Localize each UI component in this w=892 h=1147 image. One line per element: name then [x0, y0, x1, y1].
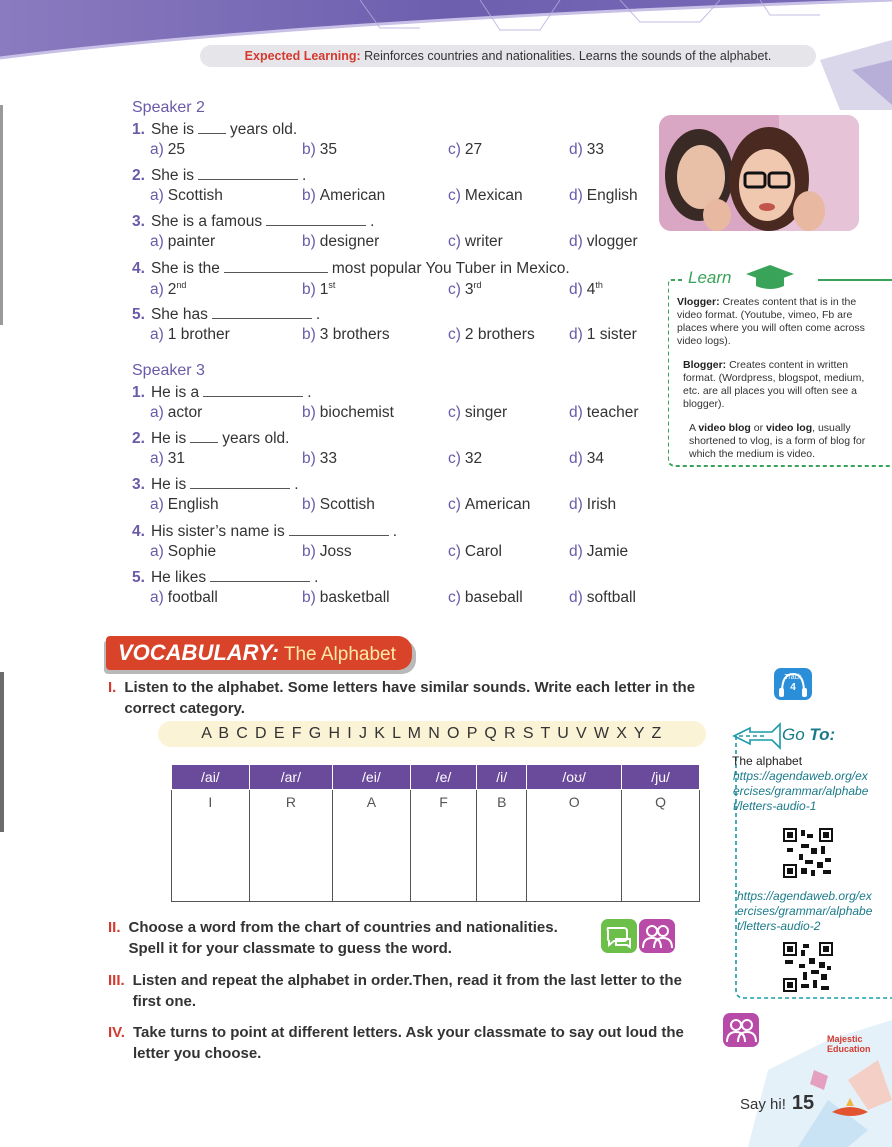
option-text: 34	[586, 450, 605, 468]
question-number: 1.	[132, 384, 145, 401]
page-number: 15	[791, 1092, 815, 1114]
sounds-table	[171, 764, 700, 902]
option-letter: d)	[569, 325, 583, 343]
answer-option[interactable]	[569, 404, 639, 422]
option-letter: d)	[569, 187, 583, 205]
vb-term1: video blog	[698, 422, 751, 434]
option-letter: c)	[448, 588, 461, 606]
sound-cell[interactable]: R	[249, 790, 332, 902]
sound-header: /ar/	[249, 765, 332, 790]
option-text: baseball	[464, 588, 523, 606]
instruction-num: II.	[108, 919, 121, 936]
answer-option[interactable]	[569, 589, 636, 607]
option-text: basketball	[319, 588, 390, 606]
option-letter: a)	[150, 450, 164, 468]
option-text: actor	[167, 404, 203, 421]
option-letter: b)	[302, 233, 316, 251]
question-post: .	[314, 568, 319, 586]
answer-option[interactable]	[448, 280, 482, 299]
sound-header: /ju/	[622, 765, 700, 790]
instruction-num: IV.	[108, 1024, 125, 1041]
option-letter: b)	[302, 280, 316, 298]
answer-option[interactable]	[302, 589, 390, 607]
page-edge	[0, 105, 3, 325]
option-letter: d)	[569, 450, 583, 468]
blogger-term: Blogger:	[683, 359, 727, 371]
vb-or: or	[750, 422, 767, 434]
blogger-def: Creates content in written format. (Wordpress, blogspot, medium, etc. are all places you will often see a blogger).	[683, 359, 865, 410]
expected-learning	[200, 45, 816, 67]
sound-header: /oʊ/	[527, 765, 622, 790]
answer-blank[interactable]	[198, 166, 298, 180]
page-edge	[0, 672, 4, 832]
publisher-logo	[827, 1034, 871, 1054]
option-letter: b)	[302, 404, 316, 421]
sound-cell[interactable]: B	[477, 790, 527, 902]
option-text: American	[464, 496, 531, 514]
option-text: 2nd	[167, 279, 187, 298]
vlogger-term: Vlogger:	[677, 296, 720, 308]
option-letter: c)	[448, 542, 461, 560]
sound-cell[interactable]: O	[527, 790, 622, 902]
option-letter: d)	[569, 542, 583, 560]
option-letter: a)	[150, 404, 164, 421]
logo-line2: Education	[827, 1044, 871, 1054]
answer-option[interactable]	[448, 450, 482, 468]
question-stem	[132, 383, 312, 402]
question-pre: She is a famous	[150, 213, 263, 231]
vlogger-def: Creates content that is in the video format. (Youtube, vimeo, Fb are places where you will often come across video logs).	[677, 296, 865, 347]
track-label	[779, 674, 807, 693]
option-text: 33	[586, 141, 605, 158]
track-word: Track	[784, 674, 802, 681]
instruction-1	[108, 677, 748, 719]
question-pre: She is the	[150, 259, 220, 277]
option-text: 3 brothers	[319, 325, 390, 343]
question-stem	[132, 259, 570, 278]
question-post: years old.	[222, 430, 290, 448]
option-letter: c)	[448, 187, 461, 205]
answer-option[interactable]	[150, 589, 218, 607]
sound-header: /ei/	[333, 765, 411, 790]
goto-title	[782, 725, 835, 745]
option-text: softball	[586, 588, 636, 606]
track-number: 4	[790, 682, 796, 693]
option-text: writer	[464, 233, 503, 251]
option-text: Joss	[319, 542, 352, 560]
vocab-heading	[118, 638, 396, 670]
option-letter: a)	[150, 141, 164, 158]
qr-code-1[interactable]	[783, 828, 833, 878]
answer-blank[interactable]	[198, 120, 226, 134]
footer-text: Say hi!	[740, 1096, 786, 1113]
option-text: English	[167, 496, 219, 514]
instruction-text: Listen to the alphabet. Some letters have similar sounds. Write each letter in the correct category.	[124, 679, 696, 717]
question-number: 4.	[132, 259, 145, 277]
answer-option[interactable]	[302, 141, 337, 159]
alphabet-strip: A B C D E F G H I J K L M N O P Q R S T U V W X Y Z	[158, 721, 706, 747]
option-text: 27	[464, 141, 483, 158]
question-post: .	[302, 167, 307, 185]
vb-def: , usually shortened to vlog, is a form of blog for which the medium is video.	[689, 422, 866, 460]
option-letter: a)	[150, 588, 164, 606]
answer-option[interactable]	[150, 450, 185, 468]
answer-option[interactable]	[150, 141, 185, 159]
answer-option[interactable]	[150, 187, 223, 205]
question-number: 2.	[132, 167, 145, 185]
question-stem	[132, 475, 299, 494]
question-stem	[132, 429, 289, 448]
answer-blank[interactable]	[190, 475, 290, 489]
learn-videoblog	[689, 422, 884, 461]
answer-option[interactable]	[302, 404, 394, 422]
speaker-2-title: Speaker 2	[132, 99, 205, 116]
instruction-2	[108, 917, 588, 959]
option-letter: c)	[448, 325, 461, 343]
sound-header: /ai/	[172, 765, 250, 790]
answer-option[interactable]	[302, 450, 337, 468]
option-letter: c)	[448, 280, 461, 298]
answer-option[interactable]	[569, 187, 638, 205]
question-number: 4.	[132, 522, 145, 540]
question-pre: He is a	[150, 384, 200, 401]
instruction-4	[108, 1022, 718, 1064]
answer-blank[interactable]	[203, 383, 303, 397]
sound-cell[interactable]: F	[410, 790, 477, 902]
expected-learning-label: Expected Learning:	[244, 49, 361, 63]
answer-option[interactable]	[569, 280, 603, 299]
speaking-icon	[601, 919, 637, 953]
question-number: 3.	[132, 213, 145, 231]
option-text: Sophie	[167, 542, 217, 560]
option-text: Irish	[586, 496, 617, 514]
question-pre: He likes	[150, 568, 207, 586]
vocab-heading-bold: VOCABULARY:	[118, 640, 279, 665]
option-text: English	[586, 187, 638, 205]
answer-blank[interactable]	[266, 212, 366, 226]
option-letter: b)	[302, 542, 316, 560]
logo-line1: Majestic	[827, 1034, 863, 1044]
option-letter: a)	[150, 233, 164, 251]
option-letter: c)	[448, 141, 461, 158]
answer-option[interactable]	[150, 280, 186, 299]
vb-a: A	[689, 422, 699, 434]
pair-work-icon	[639, 919, 675, 953]
qr-code-2[interactable]	[783, 942, 833, 992]
answer-option[interactable]	[569, 233, 638, 251]
answer-option[interactable]	[302, 496, 375, 514]
answer-blank[interactable]	[224, 259, 328, 273]
option-text: 35	[319, 141, 338, 158]
option-letter: d)	[569, 496, 583, 514]
answer-option[interactable]	[569, 496, 616, 514]
option-text: Carol	[464, 542, 502, 560]
option-text: 32	[464, 450, 483, 468]
answer-option[interactable]	[150, 233, 215, 251]
option-letter: a)	[150, 187, 164, 205]
goto-link-1[interactable]: https://agendaweb.org/exercises/grammar/alphabet/letters-audio-1	[733, 769, 869, 813]
option-text: painter	[167, 233, 216, 251]
answer-option[interactable]	[150, 326, 230, 344]
question-number: 3.	[132, 476, 145, 494]
question-pre: She is	[150, 167, 195, 185]
answer-option[interactable]	[448, 141, 482, 159]
option-text: 25	[167, 141, 186, 158]
option-text: 31	[167, 450, 186, 468]
option-text: 33	[319, 450, 338, 468]
sound-cell[interactable]: Q	[622, 790, 700, 902]
answer-option[interactable]	[302, 233, 379, 251]
answer-option[interactable]	[448, 326, 535, 344]
sound-header: /i/	[477, 765, 527, 790]
option-text: Jamie	[586, 542, 629, 560]
option-text: 3rd	[464, 279, 482, 298]
vocab-heading-sub: The Alphabet	[278, 644, 396, 665]
sound-cell[interactable]: I	[172, 790, 250, 902]
option-letter: a)	[150, 542, 164, 560]
learn-title: Learn	[688, 268, 732, 287]
question-post: .	[315, 305, 321, 323]
question-post: most popular You Tuber in Mexico.	[331, 259, 570, 277]
answer-option[interactable]	[150, 543, 216, 561]
expected-learning-text: Reinforces countries and nationalities. Learns the sounds of the alphabet.	[360, 49, 772, 63]
sound-cell[interactable]: A	[333, 790, 411, 902]
option-letter: b)	[302, 325, 316, 343]
option-text: singer	[464, 404, 508, 421]
question-pre: His sister’s name is	[150, 522, 285, 540]
option-letter: d)	[569, 588, 583, 606]
question-stem	[132, 305, 320, 324]
option-text: 1 brother	[167, 325, 230, 343]
answer-option[interactable]	[448, 589, 523, 607]
answer-option[interactable]	[302, 280, 335, 299]
option-letter: c)	[448, 450, 461, 468]
option-text: 2 brothers	[464, 325, 535, 343]
option-text: teacher	[586, 404, 639, 421]
option-letter: a)	[150, 325, 164, 343]
answer-option[interactable]	[150, 496, 219, 514]
goto-link-2[interactable]: https://agendaweb.org/exercises/grammar/alphabet/letters-audio-2	[737, 889, 873, 933]
answer-option[interactable]	[302, 326, 390, 344]
instruction-text: Choose a word from the chart of countries and nationalities. Spell it for your classmate to guess the word.	[128, 919, 558, 957]
option-letter: c)	[448, 496, 461, 514]
answer-option[interactable]	[448, 404, 507, 422]
question-stem	[132, 568, 318, 587]
instruction-num: III.	[108, 972, 125, 989]
question-number: 5.	[132, 568, 145, 586]
option-letter: b)	[302, 450, 316, 468]
question-post: .	[307, 384, 312, 401]
option-letter: b)	[302, 496, 316, 514]
question-stem	[132, 522, 397, 541]
goto-to: To:	[809, 725, 836, 744]
option-text: 4th	[586, 279, 603, 298]
answer-option[interactable]	[569, 450, 604, 468]
answer-option[interactable]	[448, 496, 530, 514]
answer-option[interactable]	[448, 187, 523, 205]
question-post: .	[392, 522, 398, 540]
option-text: vlogger	[586, 233, 638, 251]
answer-option[interactable]	[448, 233, 503, 251]
answer-option[interactable]	[569, 543, 628, 561]
sound-header: /e/	[410, 765, 477, 790]
learn-blogger	[683, 359, 883, 411]
option-text: designer	[319, 233, 380, 251]
answer-option[interactable]	[150, 404, 202, 422]
question-number: 1.	[132, 121, 145, 138]
question-pre: He is	[150, 430, 187, 448]
question-pre: He is	[150, 476, 187, 494]
answer-option[interactable]	[569, 141, 604, 159]
question-pre: She is	[150, 121, 195, 138]
answer-option[interactable]	[569, 326, 637, 344]
option-letter: c)	[448, 404, 461, 421]
question-stem	[132, 212, 374, 231]
option-text: 1 sister	[586, 325, 637, 343]
instruction-3	[108, 970, 708, 1012]
question-post: .	[370, 213, 375, 231]
question-post: .	[294, 476, 299, 494]
answer-blank[interactable]	[210, 568, 310, 582]
answer-blank[interactable]	[212, 305, 312, 319]
vb-term2: video log	[766, 422, 813, 434]
question-stem	[132, 120, 297, 139]
option-text: 1st	[319, 279, 336, 298]
option-text: biochemist	[319, 404, 394, 421]
option-letter: b)	[302, 141, 316, 158]
answer-blank[interactable]	[190, 429, 218, 443]
learn-vlogger	[677, 296, 882, 348]
goto-label: The alphabet	[732, 754, 803, 768]
option-text: American	[319, 187, 386, 205]
instruction-text: Take turns to point at different letters. Ask your classmate to say out loud the letter you choose.	[132, 1024, 684, 1062]
option-letter: a)	[150, 280, 164, 298]
question-post: years old.	[230, 121, 298, 138]
option-text: Scottish	[319, 496, 375, 514]
option-letter: a)	[150, 496, 164, 514]
vlogger-photo	[659, 115, 859, 231]
instruction-text: Listen and repeat the alphabet in order.Then, read it from the last letter to the first one.	[132, 972, 682, 1010]
answer-option[interactable]	[302, 543, 352, 561]
answer-option[interactable]	[448, 543, 502, 561]
option-letter: d)	[569, 404, 583, 421]
option-letter: b)	[302, 187, 316, 205]
option-letter: b)	[302, 588, 316, 606]
page-footer	[740, 1092, 814, 1115]
option-letter: c)	[448, 233, 461, 251]
goto-go: Go	[782, 725, 810, 744]
corner-decoration	[728, 1010, 892, 1147]
question-number: 5.	[132, 305, 145, 323]
speaker-3-title: Speaker 3	[132, 362, 205, 379]
option-letter: d)	[569, 233, 583, 251]
option-text: football	[167, 588, 218, 606]
answer-blank[interactable]	[289, 522, 389, 536]
option-text: Scottish	[167, 187, 223, 205]
option-text: Mexican	[464, 187, 523, 205]
option-letter: d)	[569, 280, 583, 298]
answer-option[interactable]	[302, 187, 385, 205]
question-stem	[132, 166, 306, 185]
question-number: 2.	[132, 430, 145, 448]
instruction-num: I.	[108, 679, 117, 696]
question-pre: She has	[150, 305, 208, 323]
option-letter: d)	[569, 141, 583, 158]
